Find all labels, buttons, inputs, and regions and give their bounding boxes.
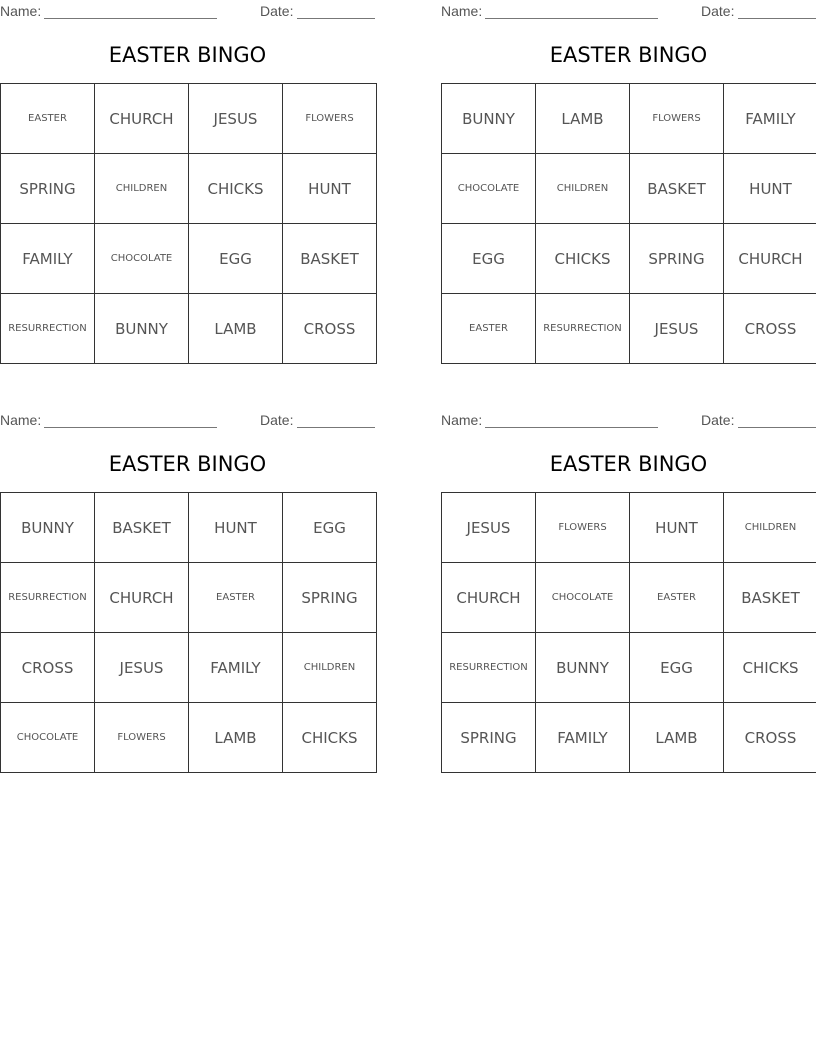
- bingo-cell[interactable]: JESUS: [442, 493, 536, 563]
- bingo-cell[interactable]: SPRING: [442, 703, 536, 773]
- bingo-cell[interactable]: CHOCOLATE: [536, 563, 630, 633]
- name-label: Name:: [441, 412, 483, 428]
- grid-row: [1, 294, 377, 364]
- bingo-cell[interactable]: CROSS: [283, 294, 377, 364]
- bingo-cell[interactable]: HUNT: [724, 154, 816, 224]
- bingo-cell[interactable]: LAMB: [189, 294, 283, 364]
- bingo-cell[interactable]: CROSS: [724, 703, 816, 773]
- date-label: Date:: [701, 3, 735, 19]
- bingo-cell[interactable]: HUNT: [283, 154, 377, 224]
- bingo-cell[interactable]: CROSS: [1, 633, 95, 703]
- date-field[interactable]: [297, 4, 375, 19]
- bingo-cell[interactable]: FAMILY: [536, 703, 630, 773]
- grid-row: [1, 84, 377, 154]
- bingo-cell[interactable]: JESUS: [95, 633, 189, 703]
- bingo-cell[interactable]: BUNNY: [536, 633, 630, 703]
- bingo-cell[interactable]: BASKET: [283, 224, 377, 294]
- bingo-cell[interactable]: CHURCH: [95, 84, 189, 154]
- bingo-cell[interactable]: RESURRECTION: [536, 294, 630, 364]
- bingo-card: [441, 409, 816, 774]
- bingo-cell[interactable]: FLOWERS: [283, 84, 377, 154]
- bingo-cell[interactable]: FLOWERS: [630, 84, 724, 154]
- grid-row: [1, 703, 377, 773]
- date-label: Date:: [260, 412, 294, 428]
- bingo-cell[interactable]: RESURRECTION: [1, 563, 95, 633]
- grid-row: [1, 563, 377, 633]
- bingo-cell[interactable]: CHURCH: [442, 563, 536, 633]
- card-title: EASTER BINGO: [108, 452, 267, 476]
- grid-row: [1, 224, 377, 294]
- grid-row: [442, 493, 816, 563]
- bingo-card: [0, 0, 375, 365]
- bingo-cell[interactable]: FAMILY: [724, 84, 816, 154]
- name-field[interactable]: [485, 4, 658, 19]
- bingo-cell[interactable]: EASTER: [630, 563, 724, 633]
- grid-row: [442, 84, 816, 154]
- bingo-cell[interactable]: FAMILY: [189, 633, 283, 703]
- grid-row: [1, 633, 377, 703]
- bingo-cell[interactable]: CHILDREN: [95, 154, 189, 224]
- bingo-cell[interactable]: FAMILY: [1, 224, 95, 294]
- name-label: Name:: [0, 412, 42, 428]
- grid-row: [1, 493, 377, 563]
- card-header: [441, 3, 816, 21]
- bingo-cell[interactable]: HUNT: [189, 493, 283, 563]
- date-field[interactable]: [738, 413, 816, 428]
- bingo-cell[interactable]: LAMB: [536, 84, 630, 154]
- bingo-cell[interactable]: HUNT: [630, 493, 724, 563]
- name-label: Name:: [441, 3, 483, 19]
- bingo-cell[interactable]: CROSS: [724, 294, 816, 364]
- bingo-cell[interactable]: SPRING: [630, 224, 724, 294]
- bingo-cell[interactable]: CHILDREN: [536, 154, 630, 224]
- bingo-cell[interactable]: CHICKS: [536, 224, 630, 294]
- bingo-cell[interactable]: BUNNY: [95, 294, 189, 364]
- bingo-cell[interactable]: EGG: [189, 224, 283, 294]
- bingo-cell[interactable]: FLOWERS: [536, 493, 630, 563]
- bingo-cell[interactable]: CHURCH: [724, 224, 816, 294]
- bingo-cell[interactable]: SPRING: [283, 563, 377, 633]
- bingo-cell[interactable]: CHURCH: [95, 563, 189, 633]
- bingo-card: [0, 409, 375, 774]
- bingo-cell[interactable]: CHOCOLATE: [95, 224, 189, 294]
- bingo-cell[interactable]: CHOCOLATE: [442, 154, 536, 224]
- card-title: EASTER BINGO: [108, 43, 267, 67]
- bingo-cell[interactable]: CHILDREN: [283, 633, 377, 703]
- bingo-cell[interactable]: BASKET: [95, 493, 189, 563]
- card-header: [0, 412, 375, 430]
- bingo-cell[interactable]: EGG: [630, 633, 724, 703]
- bingo-cell[interactable]: EASTER: [189, 563, 283, 633]
- card-title: EASTER BINGO: [549, 452, 708, 476]
- name-label: Name:: [0, 3, 42, 19]
- bingo-cell[interactable]: BASKET: [630, 154, 724, 224]
- bingo-grid: [441, 492, 816, 773]
- bingo-cell[interactable]: CHICKS: [189, 154, 283, 224]
- name-field[interactable]: [44, 413, 217, 428]
- card-title: EASTER BINGO: [549, 43, 708, 67]
- bingo-cell[interactable]: BUNNY: [1, 493, 95, 563]
- bingo-cell[interactable]: RESURRECTION: [442, 633, 536, 703]
- grid-row: [1, 154, 377, 224]
- bingo-cell[interactable]: EASTER: [442, 294, 536, 364]
- bingo-cell[interactable]: EGG: [442, 224, 536, 294]
- name-field[interactable]: [44, 4, 217, 19]
- grid-row: [442, 563, 816, 633]
- bingo-cell[interactable]: CHOCOLATE: [1, 703, 95, 773]
- grid-row: [442, 703, 816, 773]
- bingo-cell[interactable]: JESUS: [630, 294, 724, 364]
- bingo-grid: [0, 492, 377, 773]
- bingo-cell[interactable]: BUNNY: [442, 84, 536, 154]
- date-field[interactable]: [738, 4, 816, 19]
- grid-row: [442, 154, 816, 224]
- name-field[interactable]: [485, 413, 658, 428]
- bingo-cell[interactable]: FLOWERS: [95, 703, 189, 773]
- grid-row: [442, 633, 816, 703]
- bingo-cell[interactable]: LAMB: [189, 703, 283, 773]
- bingo-cell[interactable]: EGG: [283, 493, 377, 563]
- bingo-cell[interactable]: SPRING: [1, 154, 95, 224]
- bingo-cell[interactable]: CHILDREN: [724, 493, 816, 563]
- bingo-grid: [441, 83, 816, 364]
- date-field[interactable]: [297, 413, 375, 428]
- date-label: Date:: [701, 412, 735, 428]
- bingo-cell[interactable]: RESURRECTION: [1, 294, 95, 364]
- card-header: [441, 412, 816, 430]
- grid-row: [442, 224, 816, 294]
- bingo-cell[interactable]: CHICKS: [283, 703, 377, 773]
- bingo-cell[interactable]: EASTER: [1, 84, 95, 154]
- bingo-cell[interactable]: LAMB: [630, 703, 724, 773]
- bingo-card: [441, 0, 816, 365]
- bingo-cell[interactable]: CHICKS: [724, 633, 816, 703]
- card-header: [0, 3, 375, 21]
- grid-row: [442, 294, 816, 364]
- bingo-grid: [0, 83, 377, 364]
- bingo-cell[interactable]: JESUS: [189, 84, 283, 154]
- date-label: Date:: [260, 3, 294, 19]
- bingo-cell[interactable]: BASKET: [724, 563, 816, 633]
